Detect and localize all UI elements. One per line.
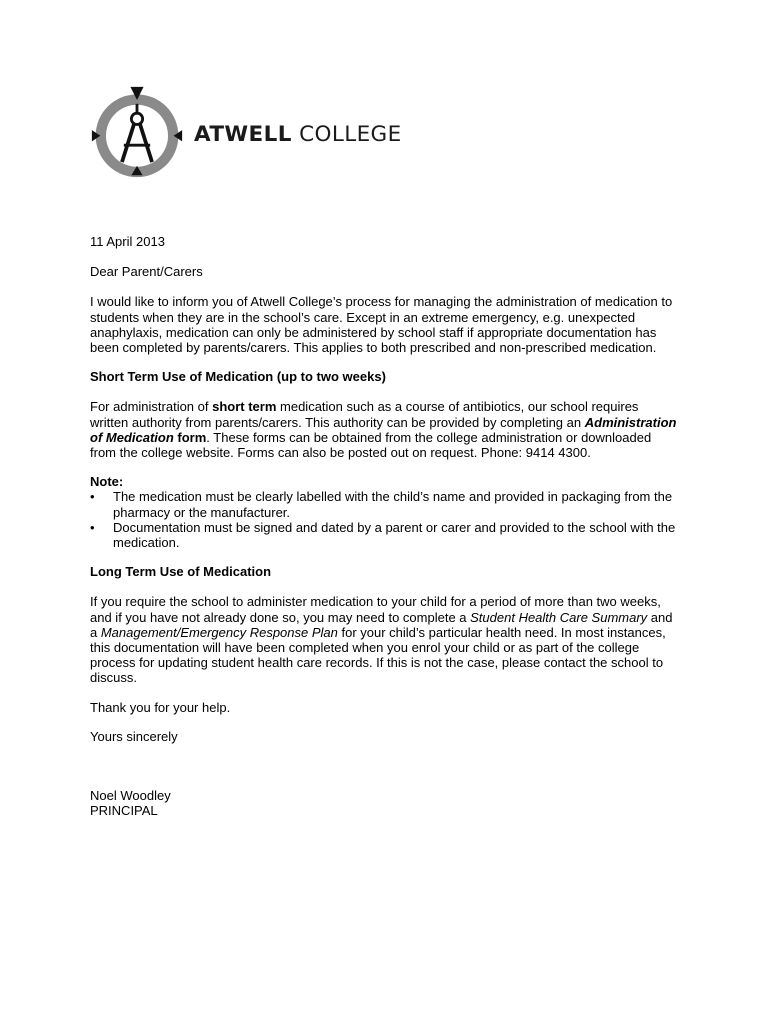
text-run: for your child’s particular health need. In most instances, this documentation will have been completed when you enrol your child or as part of the college process for updating student health care records. If this is not the case, please contact the school to discuss. (90, 624, 666, 686)
long-term-heading: Long Term Use of Medication (90, 564, 272, 580)
letter-date: 11 April 2013 (90, 234, 165, 249)
text-run: For administration of (90, 399, 213, 415)
intro-paragraph: I would like to inform you of Atwell College’s process for managing the administration of medication to students when they are in the school’s care. Except in an extreme emergency, e.g. unexpected anaphylaxis, medication can only be administered by school staff if appropriate documentation has been completed by parents/carers. This applies to both prescribed and non-prescribed medication. (90, 294, 673, 356)
thanks-line: Thank you for your help. (90, 699, 231, 715)
list-item: • The medication must be clearly labelled with the child’s name and provided in packaging from the pharmacy or the manufacturer. (90, 489, 680, 519)
signer-title: PRINCIPAL (90, 803, 158, 819)
text-run: medication such as a course of antibiotics, our school requires written authority from parents/carers. This authority can be provided by completing an (90, 399, 639, 430)
emphasis-short-term: short term (212, 399, 277, 415)
note-label: Note: (90, 474, 124, 490)
list-item: • Documentation must be signed and dated by a parent or carer and provided to the school with the medication. (90, 520, 680, 550)
form-name-emphasis: Management/Emergency Response Plan (100, 624, 338, 640)
form-word-emphasis: form (173, 429, 207, 445)
long-term-paragraph (90, 594, 680, 685)
letter-body (90, 234, 680, 818)
letterhead (90, 84, 402, 180)
form-name-emphasis: Student Health Care Summary (470, 609, 648, 625)
text-run: If you require the school to administer medication to your child for a period of more than two weeks, and if you have not already done so, you may need to complete a (90, 594, 661, 625)
closing-line: Yours sincerely (90, 728, 178, 744)
note-list (90, 489, 680, 550)
text-run: . These forms can be obtained from the college administration or downloaded from the college website. Forms can also be posted out on request. Phone: 9414 4300. (90, 429, 652, 461)
text-run: and a (90, 609, 673, 640)
short-term-paragraph (90, 399, 680, 460)
college-crest-icon (90, 85, 184, 179)
form-name-emphasis: Administration of Medication (90, 414, 677, 445)
short-term-heading: Short Term Use of Medication (up to two weeks) (90, 369, 386, 385)
salutation: Dear Parent/Carers (90, 264, 203, 280)
college-name-rest: COLLEGE (291, 121, 402, 147)
college-name (194, 122, 402, 147)
signer-name: Noel Woodley (90, 788, 171, 804)
college-name-bold: ATWELL (194, 121, 292, 147)
